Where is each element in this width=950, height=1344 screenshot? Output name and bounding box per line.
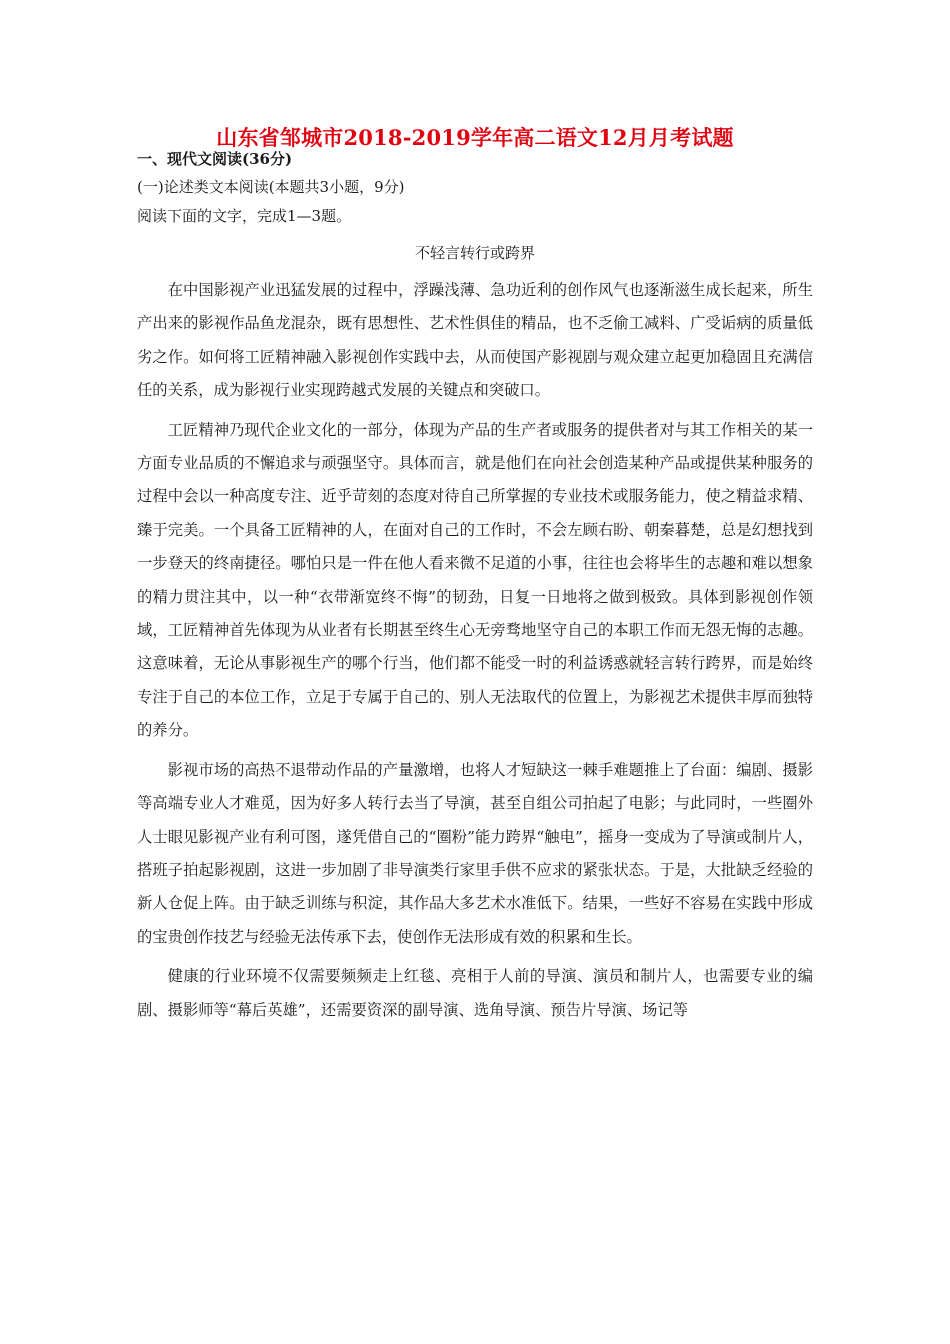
sub-section-heading: (一)论述类文本阅读(本题共3小题，9分) <box>137 178 405 196</box>
article-body <box>137 274 813 1033</box>
paragraph: 影视市场的高热不退带动作品的产量激增，也将人才短缺这一棘手难题推上了台面：编剧、摄影等高端专业人才难觅，因为好多人转行去当了导演，甚至自组公司拍起了电影；与此同时，一些圈外人士眼见影视产业有利可图，遂凭借自己的“圈粉”能力跨界“触电”，摇身一变成为了导演或制片人，搭班子拍起影视剧，这进一步加剧了非导演类行家里手供不应求的紧张状态。于是，大批缺乏经验的新人仓促上阵。由于缺乏训练与积淀，其作品大多艺术水准低下。结果，一些好不容易在实践中形成的宝贵创作技艺与经验无法传承下去，使创作无法形成有效的积累和生长。 <box>137 760 813 946</box>
paragraph: 健康的行业环境不仅需要频频走上红毯、亮相于人前的导演、演员和制片人，也需要专业的编剧、摄影师等“幕后英雄”，还需要资深的副导演、选角导演、预告片导演、场记等 <box>137 967 813 1019</box>
paragraph: 工匠精神乃现代企业文化的一部分，体现为产品的生产者或服务的提供者对与其工作相关的某一方面专业品质的不懈追求与顽强坚守。具体而言，就是他们在向社会创造某种产品或提供某种服务的过程中会以一种高度专注、近乎苛刻的态度对待自己所掌握的专业技术或服务能力，使之精益求精、臻于完美。一个具备工匠精神的人，在面对自己的工作时，不会左顾右盼、朝秦暮楚，总是幻想找到一步登天的终南捷径。哪怕只是一件在他人看来微不足道的小事，往往也会将毕生的志趣和难以想象的精力贯注其中，以一种“衣带渐宽终不悔”的韧劲，日复一日地将之做到极致。具体到影视创作领域，工匠精神首先体现为从业者有长期甚至终生心无旁骛地坚守自己的本职工作而无怨无悔的志趣。这意味着，无论从事影视生产的哪个行当，他们都不能受一时的利益诱惑就轻言转行跨界，而是始终专注于自己的本位工作，立足于专属于自己的、别人无法取代的位置上，为影视艺术提供丰厚而独特的养分。 <box>137 420 813 740</box>
paragraph: 在中国影视产业迅猛发展的过程中，浮躁浅薄、急功近利的创作风气也逐渐滋生成长起来，所生产出来的影视作品鱼龙混杂，既有思想性、艺术性俱佳的精品，也不乏偷工减料、广受诟病的质量低劣之作。如何将工匠精神融入影视创作实践中去，从而使国产影视剧与观众建立起更加稳固且充满信任的关系，成为影视行业实现跨越式发展的关键点和突破口。 <box>137 281 813 400</box>
reading-instruction: 阅读下面的文字，完成1—3题。 <box>137 207 352 225</box>
section-heading: 一、现代文阅读(36分) <box>137 150 293 168</box>
article-title: 不轻言转行或跨界 <box>414 244 535 262</box>
document-title: 山东省邹城市2018-2019学年高二语文12月月考试题 <box>216 125 734 150</box>
